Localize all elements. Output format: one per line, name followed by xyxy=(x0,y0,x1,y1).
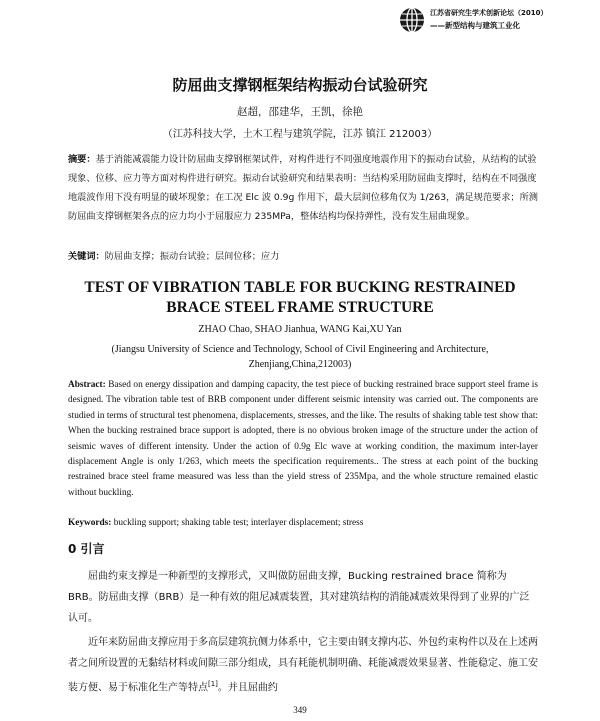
section-heading: 0 引言 xyxy=(68,542,105,556)
keywords-cn-text: 防屈曲支撑；振动台试验；层间位移；应力 xyxy=(104,251,280,262)
introduction-body xyxy=(68,566,538,698)
authors-en: ZHAO Chao, SHAO Jianhua, WANG Kai,XU Yan xyxy=(198,324,402,335)
keywords-en-text: buckling support; shaking table test; interlayer displacement; stress xyxy=(111,518,364,528)
intro-paragraph-2-text: 近年来防屈曲支撑应用于多高层建筑抗侧力体系中，它主要由钢支撑内芯、外包约束构件以及在上述两者之间所设置的无黏结材料或间隙三部分组成，具有耗能机制明确、耗能减震效果显著、性能稳定、施工安装方便、易于标准化生产等特点 xyxy=(68,637,538,694)
keywords-en-label: Keywords: xyxy=(68,518,112,528)
conference-theme: ——新型结构与建筑工业化 xyxy=(430,21,520,30)
intro-paragraph-2-tail: 。并且屈曲约 xyxy=(217,682,278,694)
keywords-cn xyxy=(68,248,538,262)
citation-ref: [1] xyxy=(208,680,218,688)
globe-logo-icon xyxy=(398,6,426,34)
intro-paragraph-1: 屈曲约束支撑是一种新型的支撑形式，又叫做防屈曲支撑，Bucking restrained brace 简称为 BRB。防屈曲支撑（BRB）是一种有效的阻尼减震装置，其对建筑结构的消能减震效果得到了业界的广泛认可。 xyxy=(68,571,530,624)
conference-header xyxy=(398,6,594,36)
affiliation-cn: （江苏科技大学，土木工程与建筑学院，江苏 镇江 212003） xyxy=(162,129,438,140)
title-en-line1: TEST OF VIBRATION TABLE FOR BUCKING RESTRAINED xyxy=(84,279,516,296)
abstract-cn-text: 基于消能减震能力设计防屈曲支撑钢框架试件，对构件进行不同强度地震作用下的振动台试验，从结构的试验现象、位移、应力等方面对构件进行研究。振动台试验研究和结果表明：当结构采用防屈曲支撑时，结构在不同强度地震波作用下没有明显的破坏现象；在工况 Elc 波 0.9g 作用下，最大层间位移角仅为 1/263，满足规范要求；所测防屈曲支撑钢框架各点的应力均小于屈服应力 235MPa，整体结构均保持弹性，没有发生屈曲现象。 xyxy=(68,154,538,222)
abstract-en-text: Based on energy dissipation and damping capacity, the test piece of bucking restrained brace support steel frame is designed. The vibration table test of BRB component under different seismic intensity was carried out. The components are studied in terms of structural test phenomena, displacements, stresses, and the like. The results of shaking table test show that: When the bucking restrained brace support is adopted, there is no obvious broken image of the structure under the action of seismic waves of different intensity. Under the action of 0.9g Elc wave at working condition, the maximum inter-layer displacement Angle is only 1/263, which meets the specification requirements.. The stress at each point of the bucking restrained brace steel frame measured was less than the yield stress of 235Mpa, and the whole structure remained elastic without buckling. xyxy=(68,380,538,498)
keywords-en xyxy=(68,518,538,528)
keywords-cn-label: 关键词： xyxy=(68,251,105,262)
page-number: 349 xyxy=(293,705,307,715)
affiliation-en xyxy=(80,342,520,372)
intro-paragraph-2 xyxy=(68,632,538,698)
abstract-cn xyxy=(68,150,538,226)
abstract-en-label: Abstract: xyxy=(68,380,106,390)
abstract-en xyxy=(68,378,538,501)
conference-name: 江苏省研究生学术创新论坛（2010） xyxy=(430,9,548,17)
affiliation-en-line1: (Jiangsu University of Science and Technology, School of Civil Engineering and Architecture, xyxy=(111,344,489,355)
abstract-cn-label: 摘要： xyxy=(68,154,96,165)
title-cn: 防屈曲支撑钢框架结构振动台试验研究 xyxy=(172,76,428,94)
affiliation-en-line2: Zhenjiang,China,212003) xyxy=(248,359,352,370)
authors-cn: 赵超，邵建华，王凯，徐艳 xyxy=(237,106,363,118)
title-en-line2: BRACE STEEL FRAME STRUCTURE xyxy=(166,299,434,316)
title-en xyxy=(0,278,600,318)
